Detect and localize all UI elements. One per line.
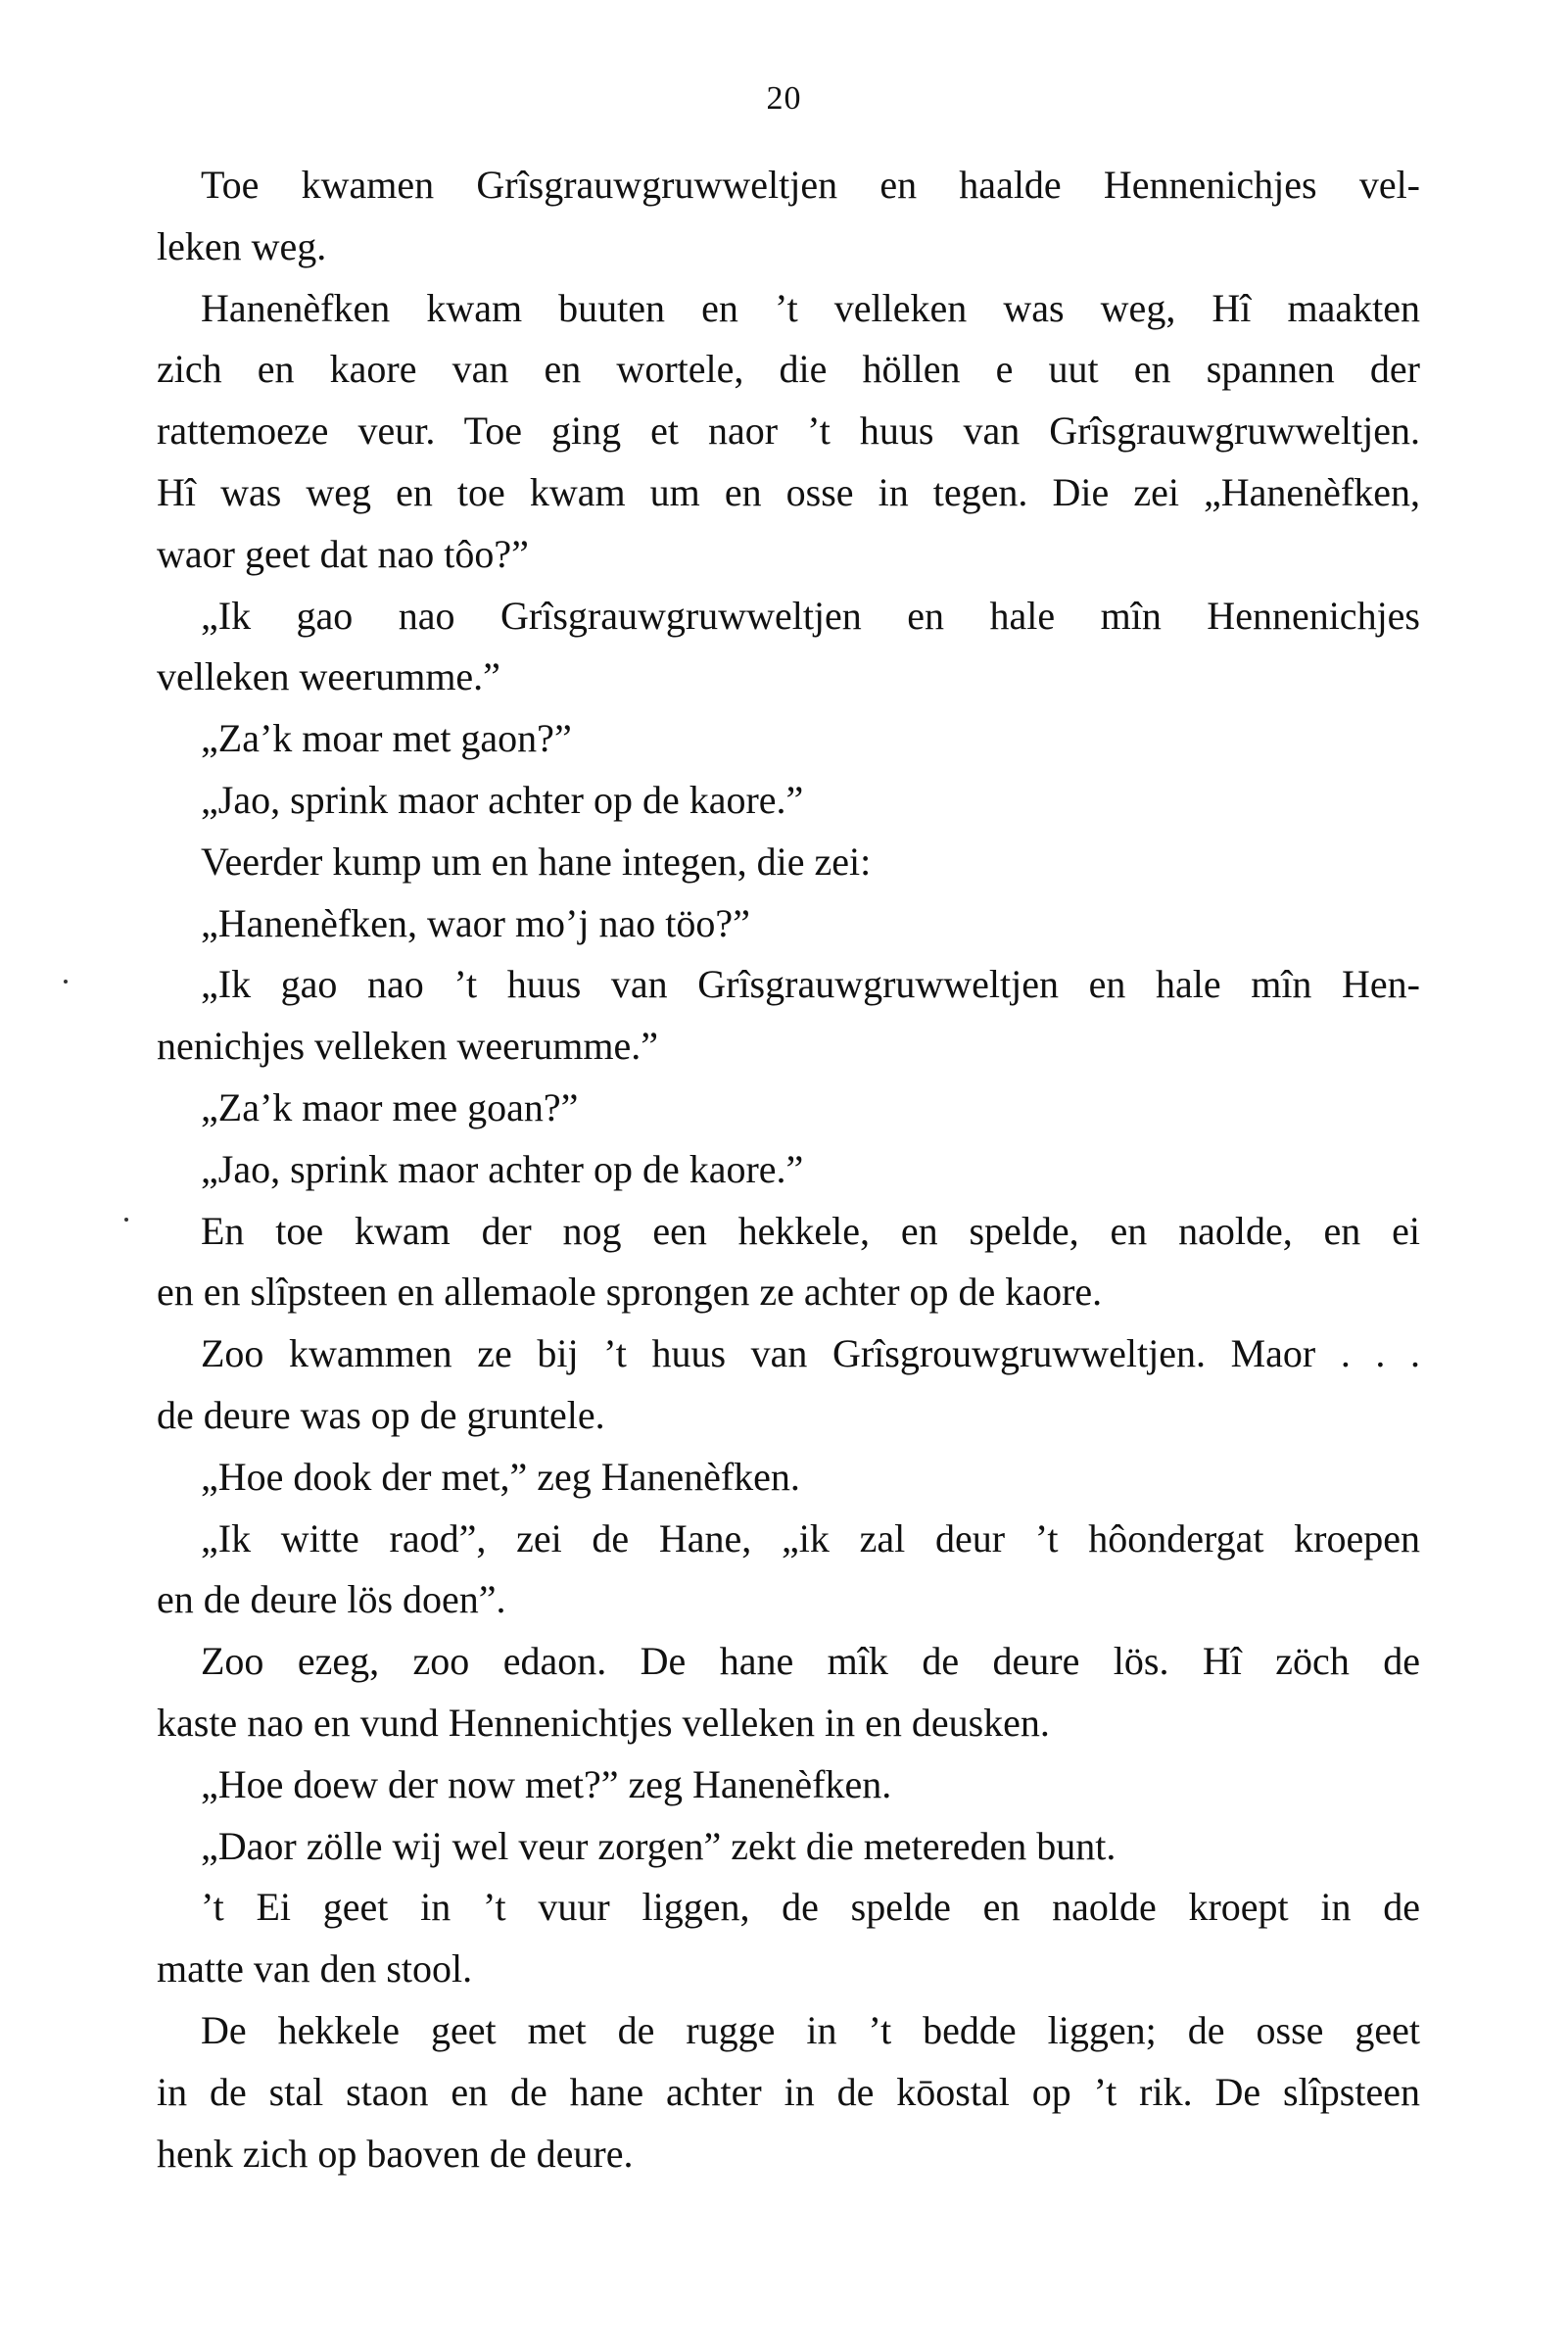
- text-line: „Ik gao nao Grîsgrauwgruwweltjen en hale mîn Hennenichjes: [201, 593, 1420, 638]
- text-line: Zoo ezeg, zoo edaon. De hane mîk de deure lös. Hî zöch de: [201, 1639, 1420, 1684]
- text-line: „Ik gao nao ’t huus van Grîsgrauwgruwweltjen en hale mîn Hen-: [201, 962, 1420, 1007]
- text-line: in de stal staon en de hane achter in de kōostal op ’t rik. De slîpsteen: [157, 2069, 1420, 2114]
- text-line: „Hanenèfken, waor mo’j nao töo?”: [201, 900, 750, 945]
- text-line: „Za’k maor mee goan?”: [201, 1084, 579, 1129]
- page-body-text: [157, 155, 1420, 2184]
- ink-speck: [64, 980, 68, 984]
- text-line: kaste nao en vund Hennenichtjes velleken in en deusken.: [157, 1700, 1050, 1745]
- text-line: velleken weerumme.”: [157, 654, 500, 699]
- text-line: „Hoe dook der met,” zeg Hanenèfken.: [201, 1454, 800, 1499]
- text-line: en en slîpsteen en allemaole sprongen ze achter op de kaore.: [157, 1270, 1103, 1315]
- ink-speck: [124, 1218, 128, 1222]
- text-line: en de deure lös doen”.: [157, 1577, 506, 1622]
- text-line: Zoo kwammen ze bij ’t huus van Grîsgrouwgruwweltjen. Maor . . .: [201, 1331, 1420, 1376]
- text-line: nenichjes velleken weerumme.”: [157, 1024, 658, 1069]
- text-line: De hekkele geet met de rugge in ’t bedde liggen; de osse geet: [201, 2007, 1420, 2052]
- text-line: Hanenèfken kwam buuten en ’t velleken was weg, Hî maakten: [201, 285, 1420, 330]
- text-line: leken weg.: [157, 223, 327, 268]
- text-line: Veerder kump um en hane integen, die zei:: [201, 839, 872, 884]
- text-line: de deure was op de gruntele.: [157, 1392, 605, 1437]
- text-line: „Jao, sprink maor achter op de kaore.”: [201, 777, 804, 822]
- text-line: „Ik witte raod”, zei de Hane, „ik zal deur ’t hôondergat kroepen: [201, 1515, 1420, 1560]
- page-number: 20: [766, 80, 802, 117]
- text-line: zich en kaore van en wortele, die höllen e uut en spannen der: [157, 347, 1420, 392]
- text-line: Hî was weg en toe kwam um en osse in tegen. Die zei „Hanenèfken,: [157, 469, 1420, 514]
- text-line: „Daor zölle wij wel veur zorgen” zekt die metereden bunt.: [201, 1823, 1117, 1868]
- text-line: En toe kwam der nog een hekkele, en spelde, en naolde, en ei: [201, 1208, 1420, 1253]
- text-line: waor geet dat nao tôo?”: [157, 531, 529, 576]
- text-line: matte van den stool.: [157, 1946, 473, 1992]
- text-line: „Hoe doew der now met?” zeg Hanenèfken.: [201, 1761, 892, 1806]
- text-line: ’t Ei geet in ’t vuur liggen, de spelde en naolde kroept in de: [201, 1885, 1420, 1930]
- text-line: Toe kwamen Grîsgrauwgruwweltjen en haalde Hennenichjes vel-: [201, 163, 1420, 207]
- text-line: „Jao, sprink maor achter op de kaore.”: [201, 1146, 804, 1191]
- text-line: „Za’k moar met gaon?”: [201, 716, 572, 761]
- text-line: henk zich op baoven de deure.: [157, 2131, 634, 2176]
- text-line: rattemoeze veur. Toe ging et naor ’t huus van Grîsgrauwgruwweltjen.: [157, 408, 1420, 454]
